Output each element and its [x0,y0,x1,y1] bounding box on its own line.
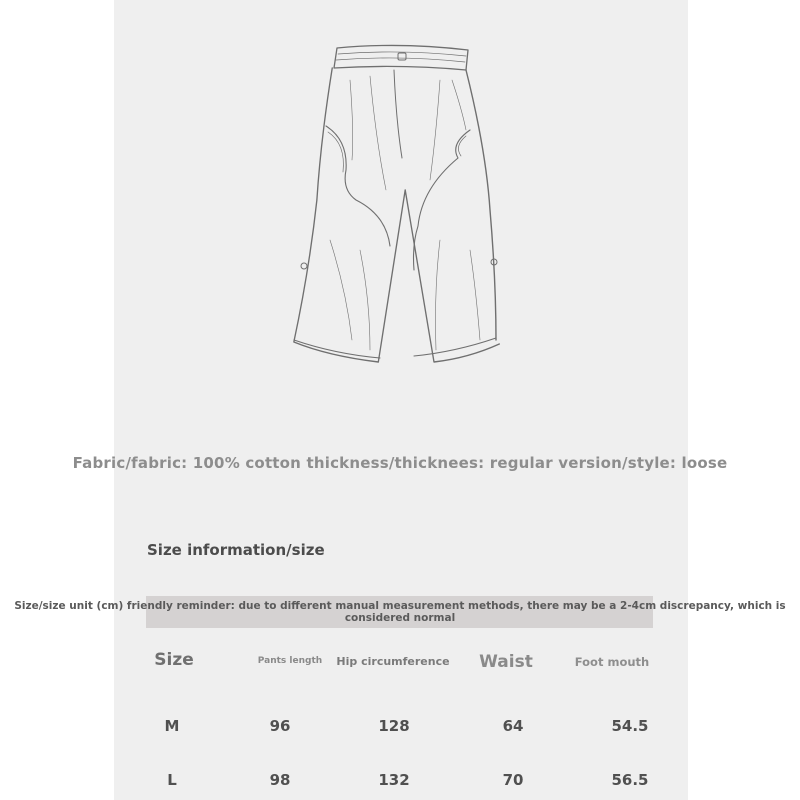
header-size: Size [154,650,194,670]
cell-size: M [164,717,180,735]
cell-pants-length: 98 [269,771,291,789]
cell-size: L [167,771,177,789]
cell-waist: 64 [502,717,524,735]
header-waist: Waist [479,652,533,672]
cell-hip: 132 [378,771,410,789]
cell-pants-length: 96 [269,717,291,735]
cell-foot-mouth: 56.5 [611,771,649,789]
cell-foot-mouth: 54.5 [611,717,649,735]
header-foot-mouth: Foot mouth [574,655,650,669]
cell-hip: 128 [378,717,410,735]
header-pants-length: Pants length [257,656,323,666]
fabric-description: Fabric/fabric: 100% cotton thickness/thicknees: regular version/style: loose [72,454,728,472]
cell-waist: 70 [502,771,524,789]
measurement-reminder: Size/size unit (cm) friendly reminder: due to different manual measurement methods, there may be a 2-4cm discrepancy, which is considered normal [14,600,786,624]
header-hip-circumference: Hip circumference [336,655,450,668]
size-section-heading: Size information/size [147,541,325,559]
pants-sketch-illustration [290,40,500,370]
